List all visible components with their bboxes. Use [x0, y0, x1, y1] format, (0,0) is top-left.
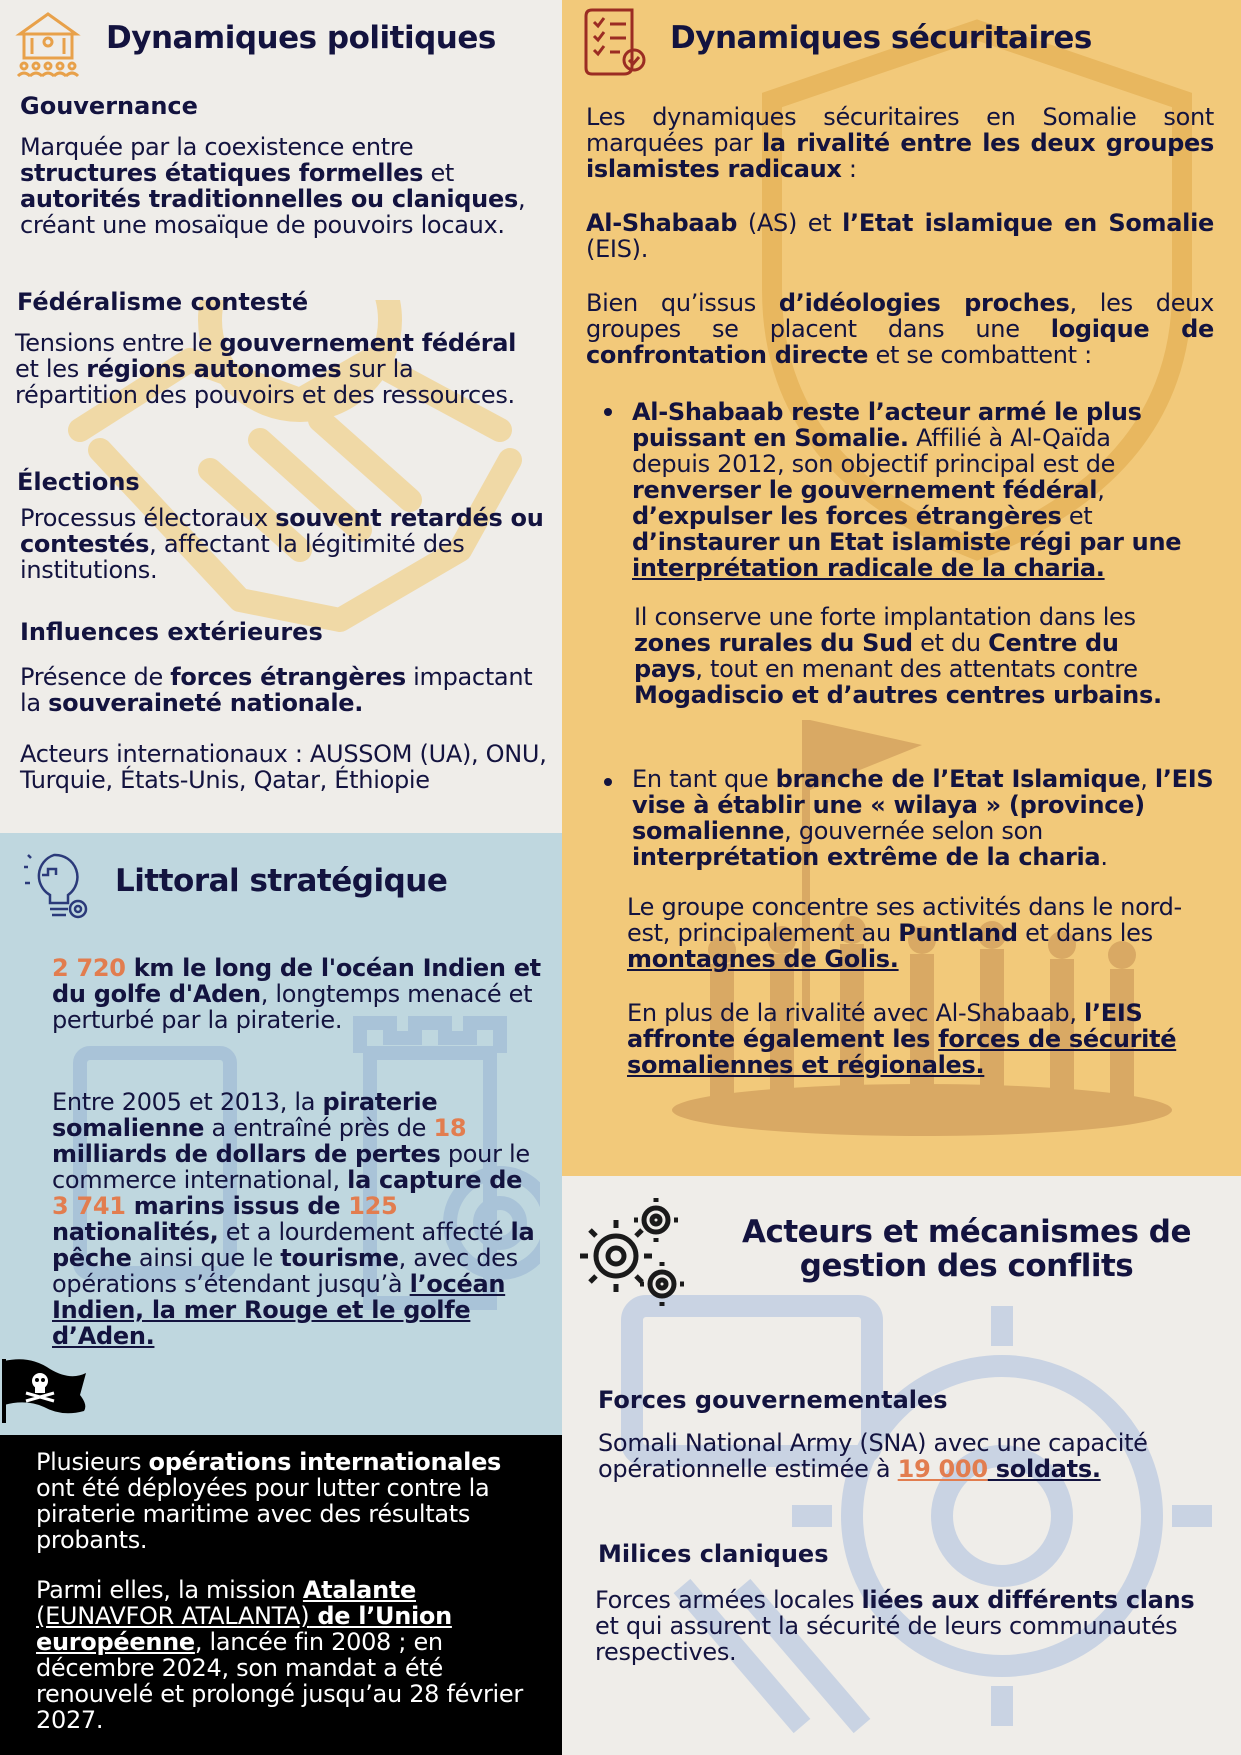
acteurs-title-line2: gestion des conflits — [799, 1248, 1134, 1284]
eis-text: En tant que branche de l’Etat Islamique, l’EIS vise à établir une « wilaya » (province) somalienne, gouvernée selon son interprétation extrême de la charia. — [632, 765, 1214, 871]
eis-rivalite-text: En plus de la rivalité avec Al-Shabaab, l’EIS affronte également les forces de sécurité somaliennes et régionales. — [627, 999, 1177, 1079]
parliament-icon — [12, 6, 84, 78]
securite-groups-text: Al-Shabaab (AS) et l’Etat islamique en Somalie (EIS). — [586, 209, 1214, 263]
acteurs-internationaux-text: Acteurs internationaux : AUSSOM (UA), ONU, Turquie, États-Unis, Qatar, Éthiopie — [20, 740, 547, 794]
document-gear-watermark-icon — [602, 1286, 1222, 1746]
federalisme-text: Tensions entre le gouvernement fédéral et les régions autonomes sur la répartition des pouvoirs et des ressources. — [15, 329, 517, 409]
acteurs-title-line1: Acteurs et mécanismes de — [741, 1214, 1191, 1250]
al-shabaab-implantation-text: Il conserve une forte implantation dans les zones rurales du Sud et du Centre du pays, tout en menant des attentats contre Mogadiscio et d’autres centres urbains. — [634, 603, 1162, 709]
littoral-panel — [0, 833, 562, 1435]
gouvernance-text: Marquée par la coexistence entre structures étatiques formelles et autorités traditionnelles ou claniques, créant une mosaïque de pouvoirs locaux. — [20, 133, 526, 239]
littoral-km-text: 2 720 km le long de l'océan Indien et du golfe d'Aden, longtemps menacé et perturbé par la piraterie. — [52, 954, 541, 1034]
littoral-title: Littoral stratégique — [115, 863, 448, 899]
securite-ideologies-text: Bien qu’issus d’idéologies proches, les deux groupes se placent dans une logique de confrontation directe et se combattent : — [586, 289, 1214, 369]
gouvernance-heading: Gouvernance — [20, 92, 198, 120]
pirate-flag-icon — [0, 1355, 90, 1425]
securite-intro-text: Les dynamiques sécuritaires en Somalie sont marquées par la rivalité entre les deux groupes islamistes radicaux : — [586, 103, 1215, 183]
eis-activites-text: Le groupe concentre ses activités dans le nord-est, principalement au Puntland et dans les montagnes de Golis. — [627, 893, 1182, 973]
bullet-eis — [604, 778, 612, 786]
influences-text: Présence de forces étrangères impactant la souveraineté nationale. — [20, 663, 533, 717]
acteurs-panel — [562, 1176, 1241, 1755]
milices-text: Forces armées locales liées aux différents clans et qui assurent la sécurité de leurs communautés respectives. — [595, 1586, 1195, 1666]
elections-heading: Élections — [17, 468, 140, 496]
littoral-piraterie-text: Entre 2005 et 2013, la piraterie somalienne a entraîné près de 18 milliards de dollars de pertes pour le commerce international, la capture de 3 741 marins issus de 125 nationalités, et a lourdement affecté la pêche ainsi que le tourisme, avec des opérations s’étendant jusqu’à l’océan Indien, la mer Rouge et le golfe d’Aden. — [52, 1088, 535, 1350]
federalisme-heading: Fédéralisme contesté — [17, 288, 309, 316]
politique-panel — [0, 0, 562, 833]
bullet-as — [604, 408, 612, 416]
influences-heading: Influences extérieures — [20, 618, 323, 646]
operations-intro-text: Plusieurs opérations internationales ont été déployées pour lutter contre la piraterie maritime avec des résultats probants. — [36, 1448, 502, 1554]
politique-title: Dynamiques politiques — [106, 20, 496, 56]
lightbulb-gear-icon — [20, 847, 96, 923]
milices-heading: Milices claniques — [598, 1540, 829, 1568]
al-shabaab-text: Al-Shabaab reste l’acteur armé le plus puissant en Somalie. Affilié à Al-Qaïda depuis 2012, son objectif principal est de renverser le gouvernement fédéral, d’expulser les forces étrangères et d’instaurer un Etat islamiste régi par une interprétation radicale de la charia. — [632, 398, 1182, 582]
atalante-text: Parmi elles, la mission Atalante (EUNAVFOR ATALANTA) de l’Union européenne, lancée fin 2008 ; en décembre 2024, son mandat a été renouvelé et prolongé jusqu’au 28 février 2027. — [36, 1576, 523, 1734]
checklist-scroll-icon — [582, 4, 648, 78]
operations-panel — [0, 1435, 562, 1755]
forces-heading: Forces gouvernementales — [598, 1386, 948, 1414]
elections-text: Processus électoraux souvent retardés ou contestés, affectant la légitimité des institutions. — [20, 504, 544, 584]
securite-title: Dynamiques sécuritaires — [670, 20, 1092, 56]
forces-text: Somali National Army (SNA) avec une capacité opérationnelle estimée à 19 000 soldats. — [598, 1429, 1148, 1483]
securite-panel — [562, 0, 1241, 1176]
